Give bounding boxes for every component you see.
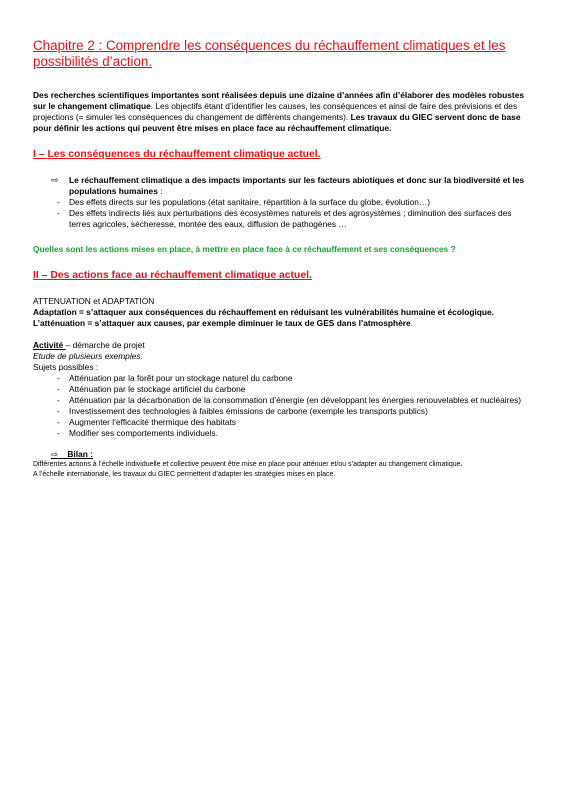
- dash-icon: -: [57, 208, 60, 218]
- bilan-line: A l’échelle internationale, les travaux du GIEC permettent d’adapter les stratégies mises en place.: [33, 470, 336, 478]
- impact-statement-tail: :: [157, 186, 163, 196]
- bilan-heading: [33, 449, 533, 460]
- arrow-icon: ⇨: [51, 449, 59, 459]
- list-item: - Modifier ses comportements individuels.: [57, 428, 218, 438]
- impact-arrow-item: [33, 175, 533, 197]
- study-line: Etude de plusieurs exemples.: [33, 351, 143, 361]
- document-page: [33, 38, 533, 479]
- list-item: - Des effets directs sur les populations (état sanitaire, répartition à la surface du globe, évolution…): [57, 197, 431, 207]
- section-2-heading: II – Des actions face au réchauffement climatique actuel.: [33, 270, 312, 281]
- list-item: - Augmenter l’efficacité thermique des habitats: [57, 417, 236, 427]
- bilan-label: Bilan :: [67, 449, 93, 459]
- activity-label: Activité: [33, 340, 66, 350]
- subjects-list: [33, 373, 533, 439]
- dash-icon: -: [57, 395, 60, 405]
- key-question: Quelles sont les actions mises en place, à mettre en place face à ce réchauffement et ses conséquences ?: [33, 244, 456, 254]
- dash-icon: -: [57, 197, 60, 207]
- dash-icon: -: [57, 417, 60, 427]
- list-item: - Atténuation par la décarbonation de la consommation d’énergie (en développant les énergies renouvelables et nucléaires): [57, 395, 522, 405]
- dash-icon: -: [57, 384, 60, 394]
- intro-bold-2: Les travaux du GIEC servent donc de base pour définir les actions qui peuvent être mises en place face au réchauffement climatique.: [33, 112, 521, 133]
- list-item: - Atténuation par le stockage artificiel du carbone: [57, 384, 246, 394]
- intro-paragraph: [33, 90, 533, 134]
- bilan-line: Différentes actions à l’échelle individuelle et collective peuvent être mise en place pour atténuer et/ou s’adapter au changement climatique.: [33, 461, 463, 468]
- intro-normal: . Les objectifs étant d’identifier les causes, les conséquences et ainsi de faire des prévisions et des projections (= simuler les conséquences du changement de différents changements).: [33, 101, 518, 122]
- effects-list: [33, 197, 533, 230]
- dash-icon: -: [57, 373, 60, 383]
- activity-line: Activité – démarche de projet: [33, 340, 145, 350]
- attenuation-definition: L’atténuation = s’attaquer aux causes, par exemple diminuer le taux de GES dans l’atmosphère.: [33, 318, 414, 328]
- intro-bold-1: Des recherches scientifiques importantes sont réalisées depuis une dizaine d’années afin d’élaborer des modèles robustes sur le changement climatique: [33, 90, 525, 111]
- section-1-heading: I – Les conséquences du réchauffement climatique actuel.: [33, 149, 321, 160]
- arrow-icon: ⇨: [51, 175, 59, 185]
- dash-icon: -: [57, 406, 60, 416]
- subjects-label: Sujets possibles :: [33, 362, 99, 372]
- list-item: - Investissement des technologies à faibles émissions de carbone (exemple les transports publics): [57, 406, 428, 416]
- list-item: - Atténuation par la forêt pour un stockage naturel du carbone: [57, 373, 293, 383]
- att-adapt-label: ATTENUATION et ADAPTATION: [33, 296, 155, 306]
- impact-statement: Le réchauffement climatique a des impacts importants sur les facteurs abiotiques et donc sur la biodiversité et les populations humaines: [69, 175, 525, 196]
- dash-icon: -: [57, 428, 60, 438]
- chapter-title: Chapitre 2 : Comprendre les conséquences du réchauffement climatiques et les possibilités d’action.: [33, 38, 506, 69]
- list-item: - Des effets indirects liés aux perturbations des écosystèmes naturels et des agrosystèmes ; diminution des surfaces des terres agricoles, sécheresse, montée des eaux, diffusion de pathogènes …: [57, 208, 512, 229]
- adaptation-definition: Adaptation = s’attaquer aux conséquences du réchauffement en réduisant les vulnérabilités humaine et écologique.: [33, 307, 494, 317]
